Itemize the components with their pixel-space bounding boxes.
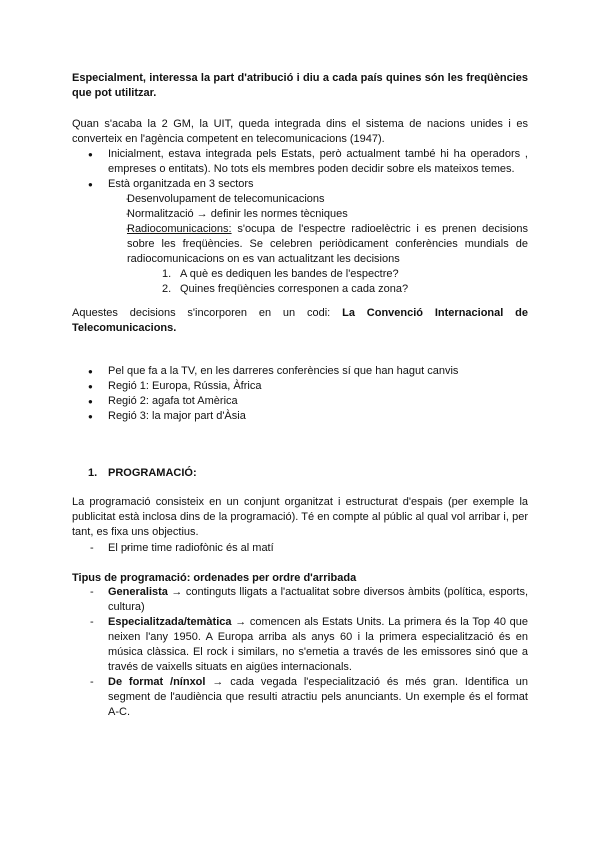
question-number: 2. [162,283,172,295]
intro-paragraph: Especialment, interessa la part d'atribució i diu a cada país quines són les freqüències que pot utilitzar. [72,72,528,99]
bullet-item [72,177,528,297]
bullet-text: Regió 1: Europa, Rússia, Àfrica [108,380,262,392]
uit-bullet-list [72,147,528,297]
question-text: Quines freqüències corresponen a cada zona? [180,283,409,295]
sector-label: Radiocomunicacions: [127,223,232,235]
bullet-item [72,394,528,409]
regions-bullet-list [72,364,528,424]
sector-text: Desenvolupament de telecomunicacions [127,193,325,205]
sector-item [72,192,528,207]
dash-text: El prime time radiofònic és al matí [108,542,274,554]
bullet-text: Està organitzada en 3 sectors [108,178,254,190]
bullet-item [72,379,528,394]
tipus-item [72,585,528,615]
bullet-text: Pel que fa a la TV, en les darreres conferències sí que han hagut canvis [108,365,459,377]
sector-text: Normalització → definir les normes tècniques [127,208,348,220]
tipus-text: → cada vegada l'especialització és més gran. Identifica un segment de l'audiència que resulti atractiu pels anunciants. Un exemple és el format A-C. [108,676,529,718]
tipus-item [72,675,528,720]
section-heading [72,466,528,481]
bullet-item [72,409,528,424]
tipus-list [72,585,528,720]
sectors-list [72,192,528,297]
decisions-paragraph [72,306,528,336]
dash-item: - - El prime time radiofònic és al matí [72,541,528,556]
sector-item [72,207,528,222]
question-number: 1. [162,268,172,280]
tipus-label: Especialitzada/temàtica [108,616,232,628]
bullet-text: Inicialment, estava integrada pels Estats, però actualment també hi ha operadors , empreses o entitats). No tots els membres poden decidir sobre els mateixos temes. [108,148,528,175]
decisions-text: Aquestes decisions s'incorporen en un codi: [72,307,343,319]
questions-list [72,267,528,297]
bullet-item [72,147,528,177]
bullet-text: Regió 2: agafa tot Amèrica [108,395,238,407]
programacio-paragraph: La programació consisteix en un conjunt organitzat i estructurat d'espais (per exemple la publicitat està inclosa dins de la programació). Té en compte al públic al qual vol arribar i, per tant, es fixa uns objectius. [72,496,528,538]
tipus-label: De format /nínxol [108,676,206,688]
question-item [72,267,528,282]
section-number: 1. [88,467,98,479]
question-text: A què es dediquen les bandes de l'espectre? [180,268,399,280]
question-item [72,282,528,297]
sector-text: s'ocupa de l'espectre radioelèctric i es prenen decisions sobre les freqüències. Se celebren periòdicament conferències mundials de radiocomunicacions on es van actualitzant les decisions [127,223,528,265]
bullet-item [72,364,528,379]
tipus-text: → continguts lligats a l'actualitat sobre diversos àmbits (política, esports, cultura) [108,586,528,613]
uit-paragraph: Quan s'acaba la 2 GM, la UIT, queda integrada dins el sistema de nacions unides i es converteix en l'agència competent en telecomunicacions (1947). [72,118,528,145]
bullet-text: Regió 3: la major part d'Àsia [108,410,246,422]
tipus-item [72,615,528,675]
tipus-heading: Tipus de programació: ordenades per ordre d'arribada [72,572,357,584]
prime-time-list [72,541,528,556]
section-title: PROGRAMACIÓ: [108,467,197,479]
sector-item [72,222,528,297]
tipus-label: Generalista [108,586,168,598]
tipus-text: → comencen als Estats Units. La primera és la Top 40 que neixen l'any 1950. A Europa arriba als anys 60 i la primera especialització és en música clàssica. El rock i similars, no s'emetia a través de les emissores sinó que a través de vaixells situats en aigües internacionals. [108,616,528,673]
convention-name: La Convenció Internacional de Telecomunicacions. [72,307,528,334]
